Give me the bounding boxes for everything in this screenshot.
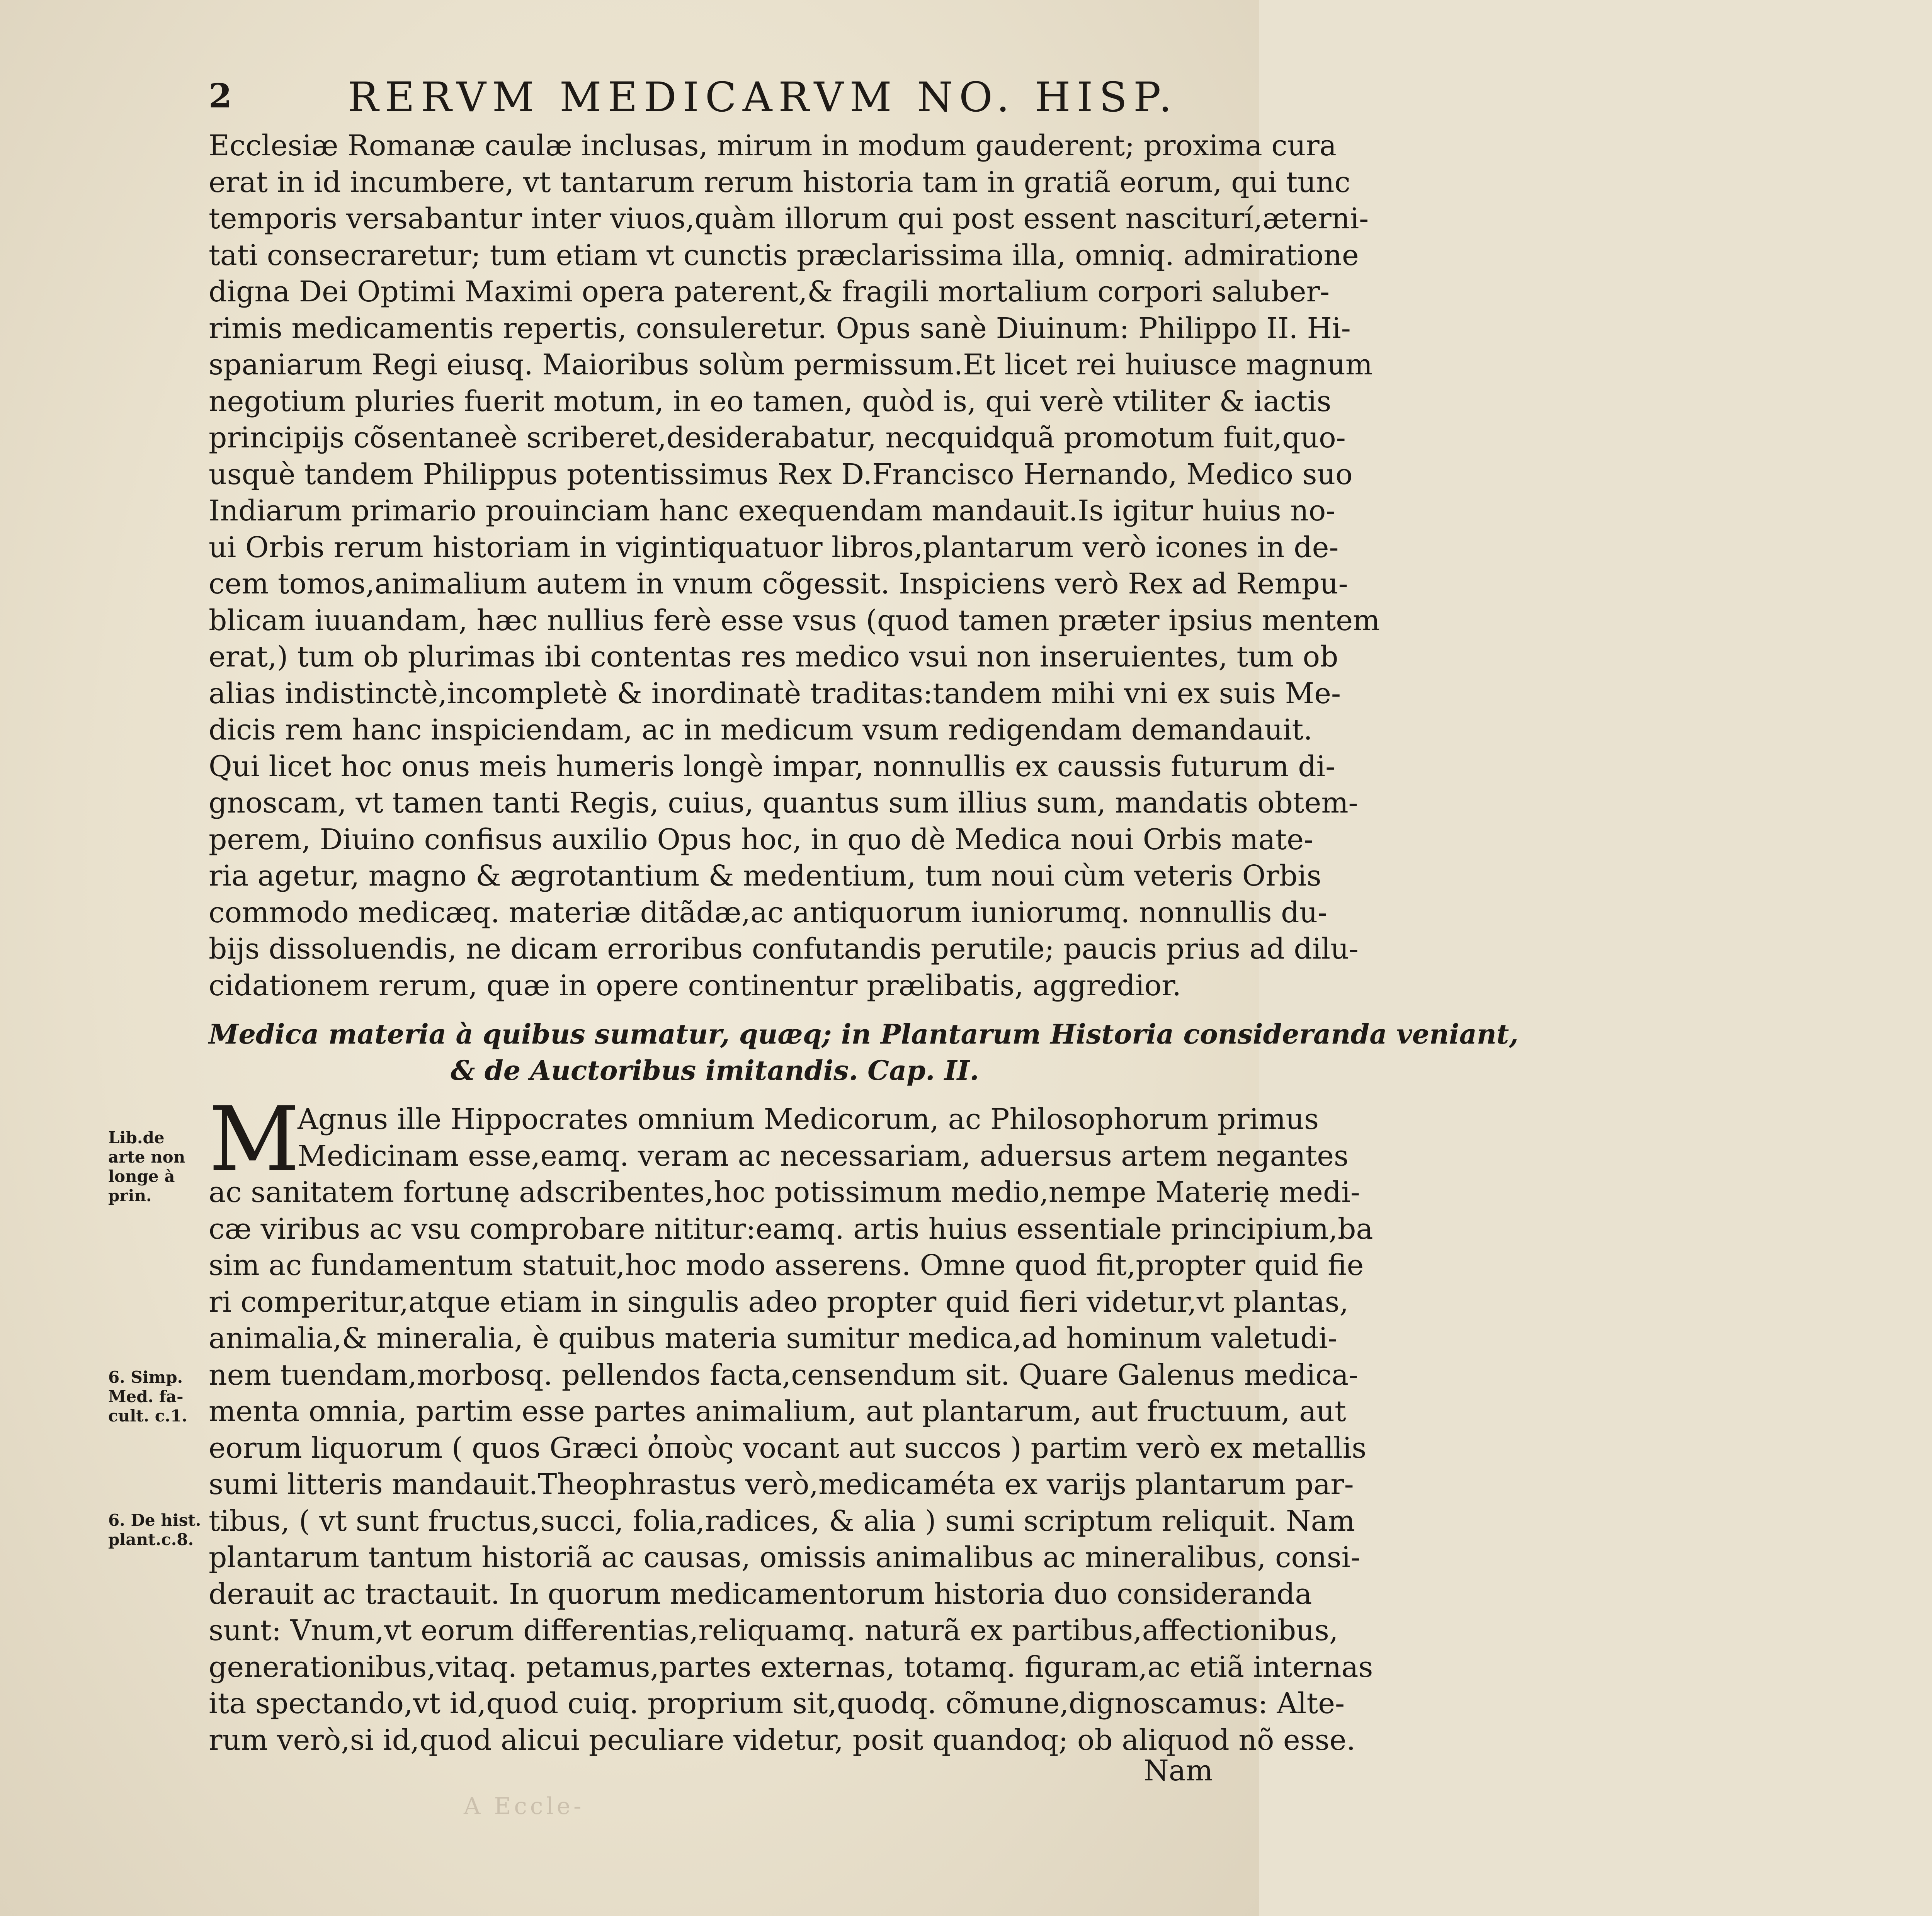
text-line: ria agetur, magno & ægrotantium & medentium, tum noui cùm veteris Orbis [209,859,1321,893]
text-line: generationibus,vitaq. petamus,partes externas, totamq. figuram,ac etiã internas [209,1650,1373,1684]
text-line: perem, Diuino confisus auxilio Opus hoc, in quo dè Medica noui Orbis mate- [209,823,1314,856]
text-line: ri comperitur,atque etiam in singulis adeo propter quid fieri videtur,vt plantas, [209,1285,1349,1319]
text-line: erat,) tum ob plurimas ibi contentas res medico vsui non inseruientes, tum ob [209,640,1338,673]
text-line: plantarum tantum historiã ac causas, omissis animalibus ac mineralibus, consi- [209,1541,1361,1574]
text-line: sim ac fundamentum statuit,hoc modo asserens. Omne quod fit,propter quid fie [209,1249,1364,1282]
text-line: ui Orbis rerum historiam in vigintiquatuor libros,plantarum verò icones in de- [209,530,1339,564]
text-line: cidationem rerum, quæ in opere continentur prælibatis, aggredior. [209,969,1181,1002]
text-line: spaniarum Regi eiusq. Maioribus solùm permissum.Et licet rei huiusce magnum [209,348,1373,381]
drop-capital: M [209,1088,300,1191]
text-line: sunt: Vnum,vt eorum differentias,reliquamq. naturã ex partibus,affectionibus, [209,1614,1338,1647]
text-line: rimis medicamentis repertis, consuleretur. Opus sanè Diuinum: Philippo II. Hi- [209,311,1351,345]
text-line: Agnus ille Hippocrates omnium Medicorum, ac Philosophorum primus [298,1103,1319,1136]
chapter-heading-line: Medica materia à quibus sumatur, quæq; in Plantarum Historia consideranda veniant, [209,1018,1519,1050]
catchword: Nam [1143,1754,1213,1787]
page-number: 2 [209,77,232,116]
text-line: cæ viribus ac vsu comprobare nititur:eamq. artis huius essentiale principium,ba [209,1212,1373,1246]
page-header [209,73,1260,120]
text-line: animalia,& mineralia, è quibus materia sumitur medica,ad hominum valetudi- [209,1322,1338,1355]
margin-note: Lib.de arte non longe à prin. [108,1128,185,1205]
body-text [209,128,1380,1004]
text-line: principijs cõsentaneè scriberet,desiderabatur, necquidquã promotum fuit,quo- [209,421,1346,454]
text-line: ac sanitatem fortunę adscribentes,hoc potissimum medio,nempe Materię medi- [209,1176,1360,1209]
text-line: Indiarum primario prouinciam hanc exequendam mandauit.Is igitur huius no- [209,494,1336,527]
text-line: usquè tandem Philippus potentissimus Rex D.Francisco Hernando, Medico suo [209,457,1353,491]
chapter-heading [209,1016,1519,1089]
margin-note: 6. De hist. plant.c.8. [108,1511,201,1549]
text-line: dicis rem hanc inspiciendam, ac in medicum vsum redigendam demandauit. [209,713,1313,746]
chapter-text [209,1088,1373,1758]
text-line: menta omnia, partim esse partes animalium, aut plantarum, aut fructuum, aut [209,1395,1346,1428]
text-line: Ecclesiæ Romanæ caulæ inclusas, mirum in modum gauderent; proxima cura [209,129,1337,162]
running-title: RERVM MEDICARVM NO. HISP. [348,73,1178,121]
text-line: rum verò,si id,quod alicui peculiare videtur, posit quandoq; ob aliquod nõ esse. [209,1723,1355,1757]
text-line: tati consecraretur; tum etiam vt cunctis præclarissima illa, omniq. admiratione [209,238,1359,272]
show-through-text: A Eccle- [464,1793,585,1820]
text-line: commodo medicæq. materiæ ditãdæ,ac antiquorum iuniorumq. nonnullis du- [209,896,1328,929]
text-line: nem tuendam,morbosq. pellendos facta,censendum sit. Quare Galenus medica- [209,1358,1358,1392]
text-line: derauit ac tractauit. In quorum medicamentorum historia duo consideranda [209,1577,1312,1611]
text-line: eorum liquorum ( quos Græci ὀποὺς vocant aut succos ) partim verò ex metallis [209,1431,1367,1465]
text-line: gnoscam, vt tamen tanti Regis, cuius, quantus sum illius sum, mandatis obtem- [209,786,1358,819]
text-line: alias indistinctè,incompletè & inordinatè traditas:tandem mihi vni ex suis Me- [209,677,1341,710]
chapter-heading-line: & de Auctoribus imitandis. Cap. II. [451,1054,979,1086]
text-line: tibus, ( vt sunt fructus,succi, folia,radices, & alia ) sumi scriptum reliquit. Nam [209,1504,1355,1538]
text-line: erat in id incumbere, vt tantarum rerum historia tam in gratiã eorum, qui tunc [209,165,1350,199]
text-line: bijs dissoluendis, ne dicam erroribus confutandis perutile; paucis prius ad dilu- [209,932,1359,966]
text-line: temporis versabantur inter viuos,quàm illorum qui post essent nasciturí,æterni- [209,202,1369,235]
text-line: ita spectando,vt id,quod cuiq. proprium sit,quodq. cõmune,dignoscamus: Alte- [209,1687,1345,1720]
text-line: negotium pluries fuerit motum, in eo tamen, quòd is, qui verè vtiliter & iactis [209,384,1332,418]
text-line: Medicinam esse,eamq. veram ac necessariam, aduersus artem negantes [298,1139,1349,1173]
margin-note: 6. Simp. Med. fa- cult. c.1. [108,1368,187,1425]
text-line: cem tomos,animalium autem in vnum cõgessit. Inspiciens verò Rex ad Rempu- [209,567,1348,600]
text-line: blicam iuuandam, hæc nullius ferè esse vsus (quod tamen præter ipsius mentem [209,604,1380,637]
text-line: sumi litteris mandauit.Theophrastus verò,medicaméta ex varijs plantarum par- [209,1468,1354,1501]
text-line: digna Dei Optimi Maximi opera paterent,& fragili mortalium corpori saluber- [209,275,1330,308]
text-line: Qui licet hoc onus meis humeris longè impar, nonnullis ex caussis futurum di- [209,750,1335,783]
